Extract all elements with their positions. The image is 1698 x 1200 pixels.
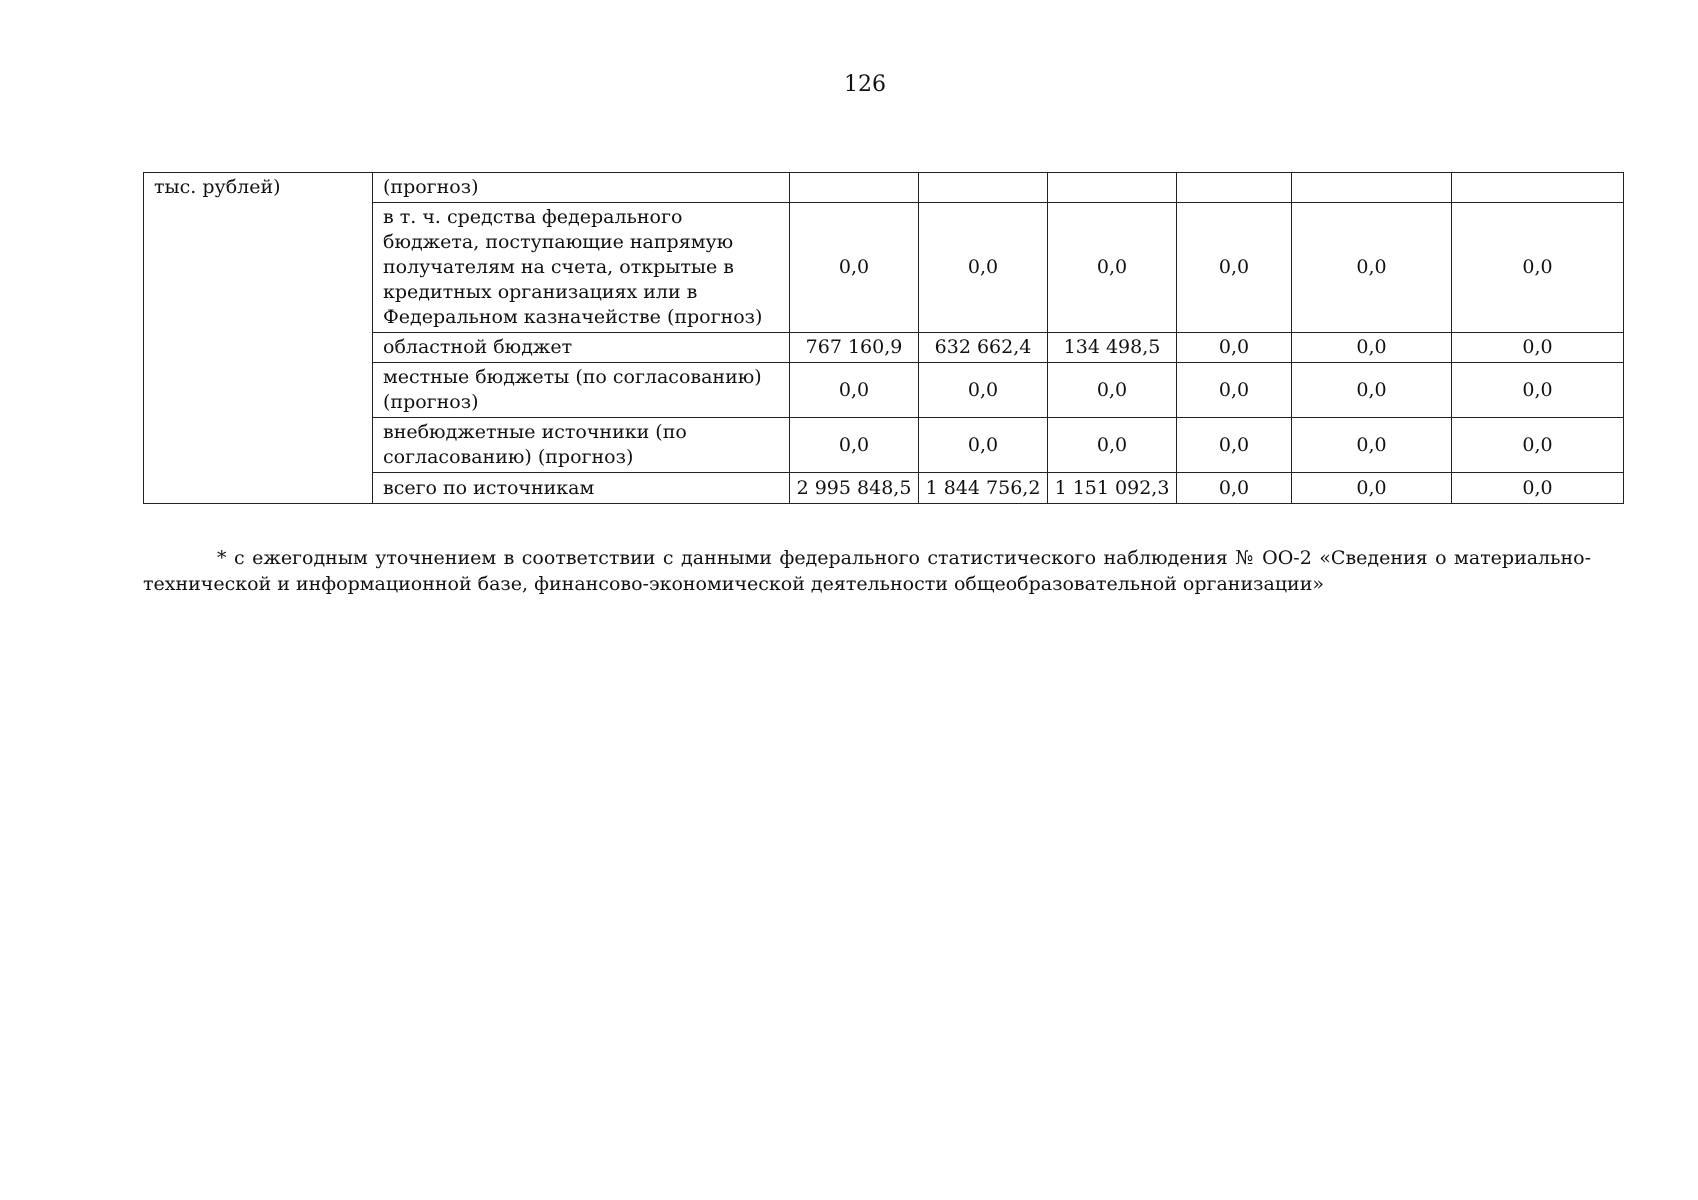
value-cell: 0,0 — [790, 418, 919, 473]
value-cell: 0,0 — [1177, 473, 1292, 504]
value-cell: 0,0 — [919, 203, 1048, 333]
value-cell: 0,0 — [1048, 203, 1177, 333]
value-cell: 0,0 — [1177, 363, 1292, 418]
value-cell — [919, 173, 1048, 203]
value-cell: 1 844 756,2 — [919, 473, 1048, 504]
units-label: тыс. рублей) — [144, 173, 373, 504]
value-cell: 0,0 — [1452, 363, 1624, 418]
value-cell: 0,0 — [1177, 333, 1292, 363]
value-cell: 0,0 — [790, 363, 919, 418]
value-cell: 0,0 — [919, 363, 1048, 418]
value-cell: 1 151 092,3 — [1048, 473, 1177, 504]
value-cell: 2 995 848,5 — [790, 473, 919, 504]
value-cell: 0,0 — [1048, 363, 1177, 418]
row-description: всего по источникам — [373, 473, 790, 504]
value-cell: 0,0 — [1177, 203, 1292, 333]
value-cell: 0,0 — [1292, 203, 1452, 333]
value-cell: 0,0 — [919, 418, 1048, 473]
footnote: * с ежегодным уточнением в соответствии с данными федерального статистического наблюдения № ОО-2 «Сведения о материально-технической и информационной базе, финансово-экономической деятельности общеобразовательной организации» — [143, 547, 1591, 595]
row-description: (прогноз) — [373, 173, 790, 203]
value-cell: 0,0 — [1292, 363, 1452, 418]
row-description: в т. ч. средства федерального бюджета, поступающие напрямую получателям на счета, открытые в кредитных организациях или в Федеральном казначействе (прогноз) — [373, 203, 790, 333]
value-cell: 632 662,4 — [919, 333, 1048, 363]
row-description: местные бюджеты (по согласованию) (прогноз) — [373, 363, 790, 418]
value-cell: 767 160,9 — [790, 333, 919, 363]
value-cell: 0,0 — [1048, 418, 1177, 473]
value-cell: 0,0 — [1452, 333, 1624, 363]
value-cell: 0,0 — [1452, 473, 1624, 504]
value-cell: 0,0 — [1177, 418, 1292, 473]
value-cell — [1452, 173, 1624, 203]
value-cell — [790, 173, 919, 203]
row-description: внебюджетные источники (по согласованию) (прогноз) — [373, 418, 790, 473]
value-cell: 0,0 — [1452, 203, 1624, 333]
value-cell — [1177, 173, 1292, 203]
value-cell: 0,0 — [1292, 418, 1452, 473]
page-number: 126 — [844, 72, 886, 97]
value-cell: 0,0 — [1452, 418, 1624, 473]
value-cell — [1048, 173, 1177, 203]
value-cell: 0,0 — [790, 203, 919, 333]
budget-table — [143, 172, 1624, 504]
row-description: областной бюджет — [373, 333, 790, 363]
value-cell: 134 498,5 — [1048, 333, 1177, 363]
value-cell: 0,0 — [1292, 333, 1452, 363]
value-cell — [1292, 173, 1452, 203]
value-cell: 0,0 — [1292, 473, 1452, 504]
table-row — [144, 173, 1624, 203]
